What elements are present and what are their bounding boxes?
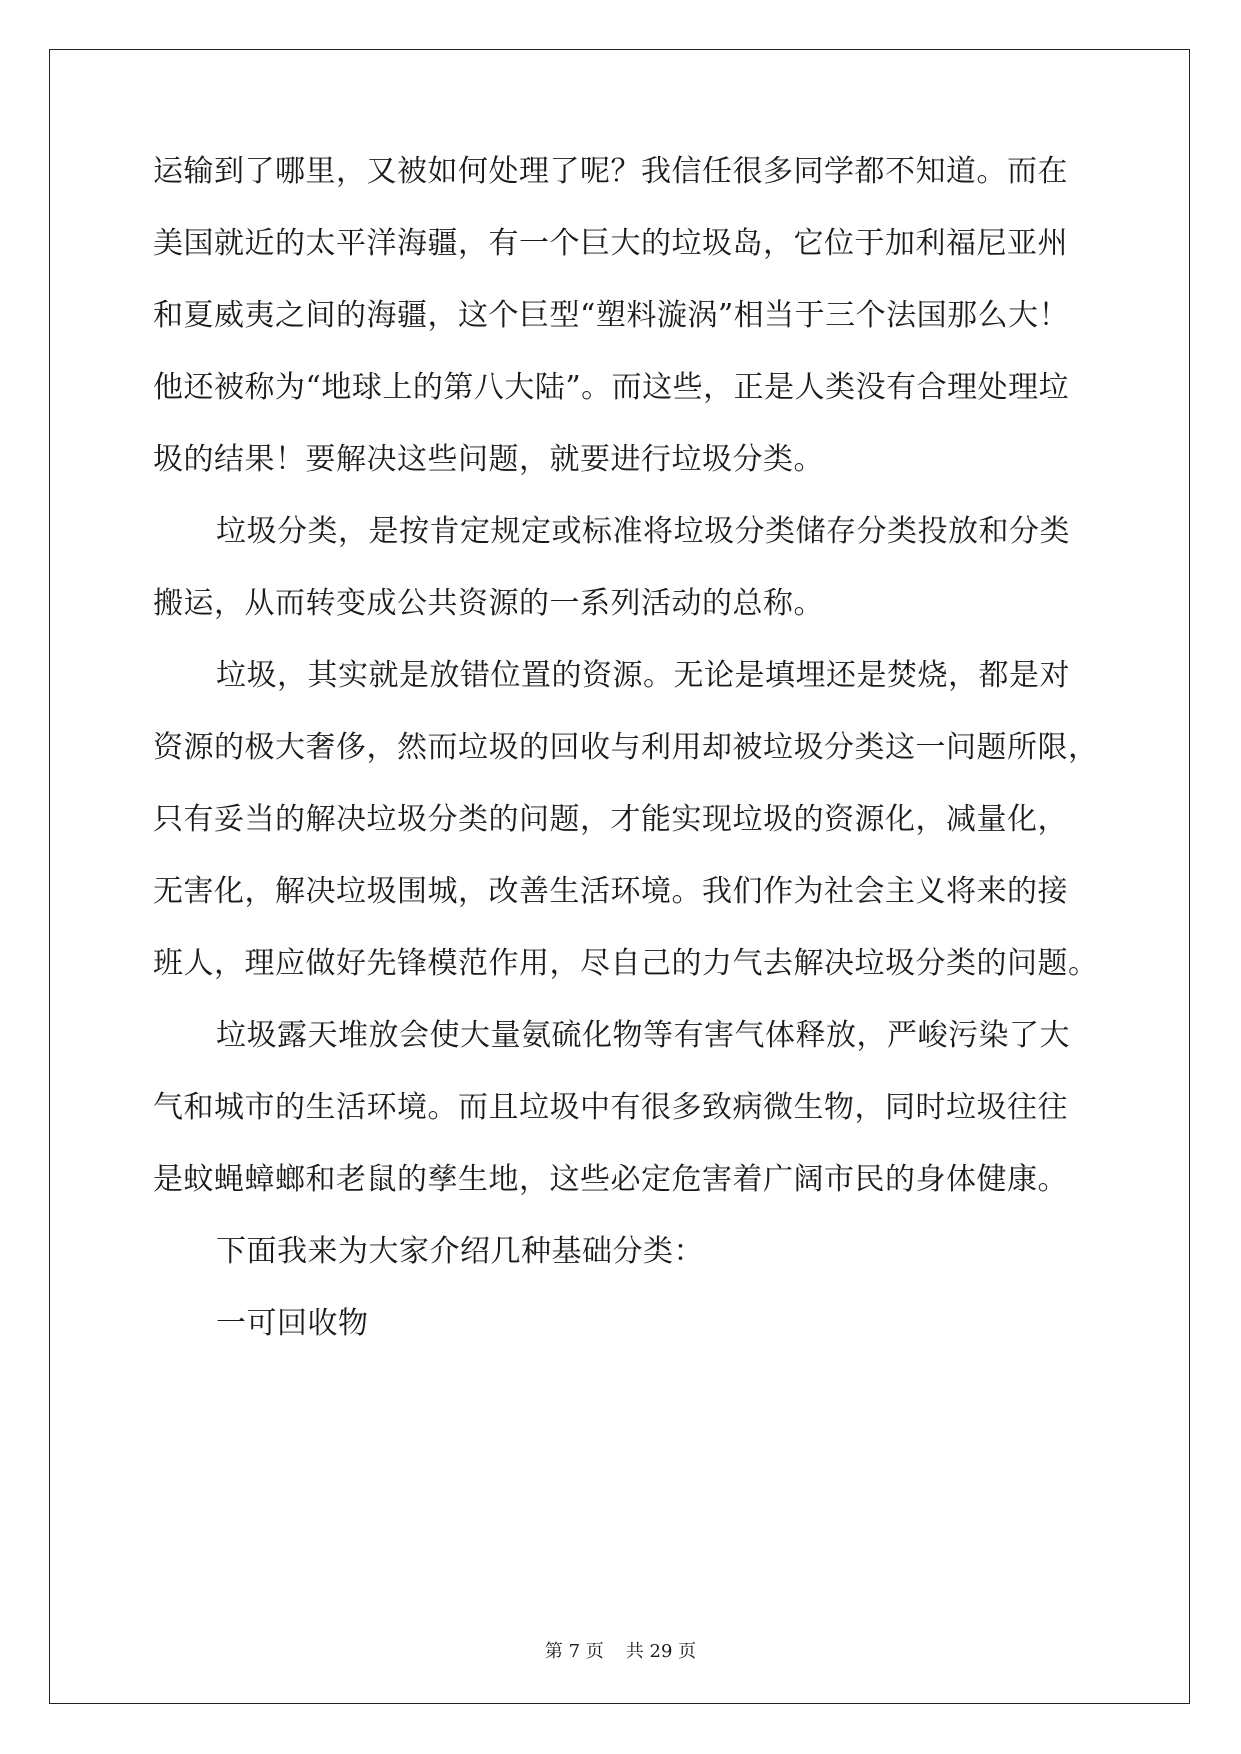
text-line: 美国就近的太平洋海疆，有一个巨大的垃圾岛，它位于加利福尼亚州 [153,226,1068,261]
text-line: 无害化，解决垃圾围城，改善生活环境。我们作为社会主义将来的接 [153,874,1068,909]
text-line: 和夏威夷之间的海疆，这个巨型“塑料漩涡”相当于三个法国那么大！ [153,298,1070,333]
text-line: 是蚊蝇蟑螂和老鼠的孳生地，这些必定危害着广阔市民的身体健康。 [153,1162,1068,1197]
text-line: 气和城市的生活环境。而且垃圾中有很多致病微生物，同时垃圾往往 [153,1090,1068,1125]
text-line: 搬运，从而转变成公共资源的一系列活动的总称。 [153,586,824,621]
page-footer [0,1641,1241,1663]
paragraph-first-line: 垃圾分类，是按肯定规定或标准将垃圾分类储存分类投放和分类 [216,514,1070,549]
text-line: 只有妥当的解决垃圾分类的问题，才能实现垃圾的资源化，减量化， [153,802,1068,837]
text-line: 班人，理应做好先锋模范作用，尽自己的力气去解决垃圾分类的问题。 [153,946,1099,981]
text-line: 资源的极大奢侈，然而垃圾的回收与利用却被垃圾分类这一问题所限， [153,730,1099,765]
page-number: 第 7 页 [544,1641,604,1662]
page-total: 共 29 页 [625,1641,697,1662]
paragraph-first-line: 下面我来为大家介绍几种基础分类： [216,1234,704,1269]
paragraph-first-line: 一可回收物 [216,1306,369,1341]
paragraph-first-line: 垃圾露天堆放会使大量氨硫化物等有害气体释放，严峻污染了大 [216,1018,1070,1053]
text-line: 他还被称为“地球上的第八大陆”。而这些，正是人类没有合理处理垃 [153,370,1070,405]
paragraph-first-line: 垃圾，其实就是放错位置的资源。无论是填埋还是焚烧，都是对 [216,658,1070,693]
text-line: 运输到了哪里，又被如何处理了呢？我信任很多同学都不知道。而在 [153,154,1068,189]
text-line: 圾的结果！要解决这些问题，就要进行垃圾分类。 [153,442,824,477]
